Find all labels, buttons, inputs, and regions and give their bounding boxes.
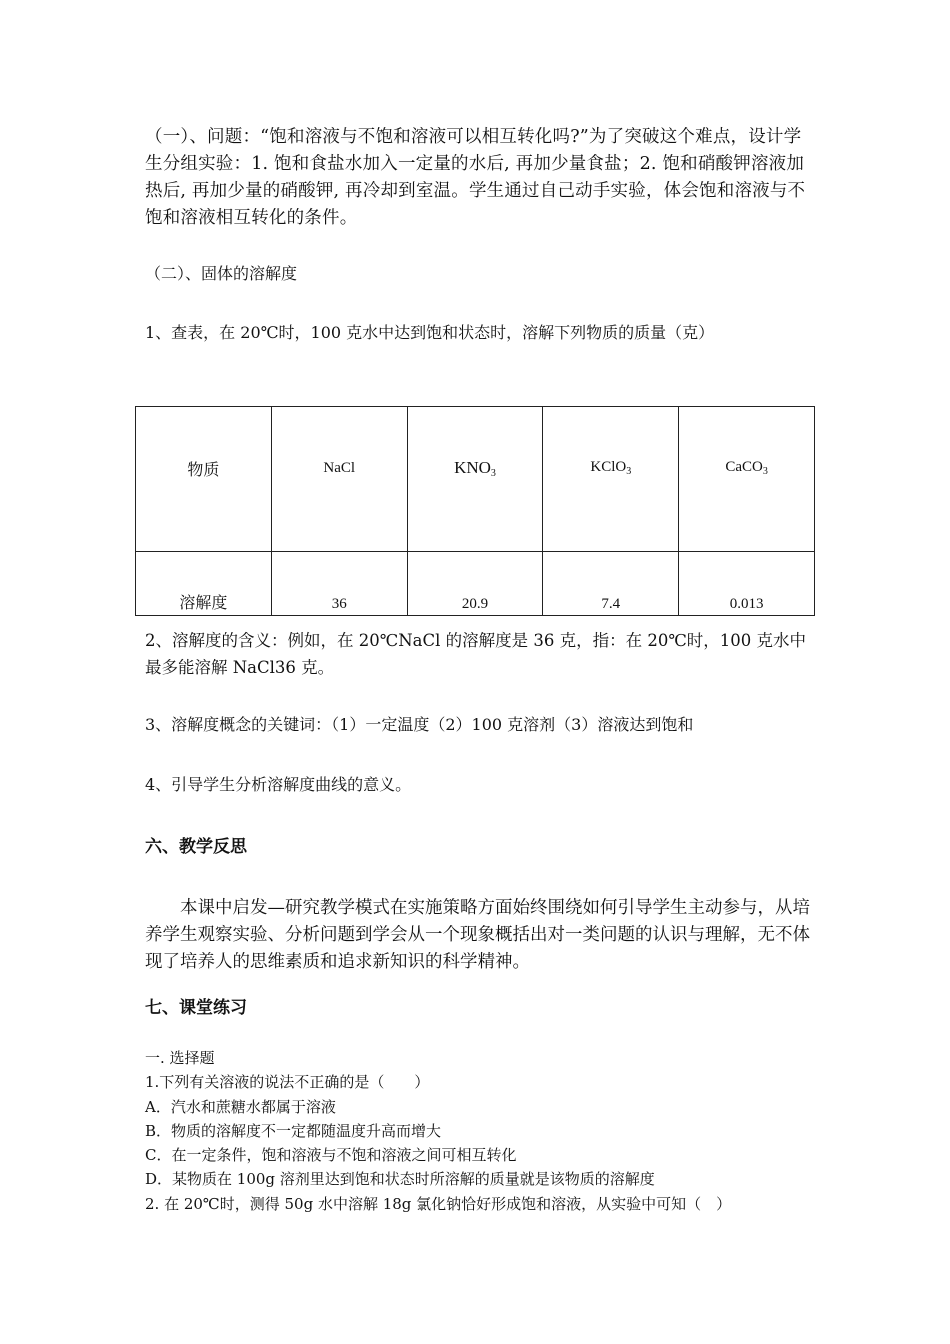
question-1: 1.下列有关溶液的说法不正确的是（ ）: [145, 1073, 430, 1092]
value-cell: 7.4: [543, 552, 679, 616]
section-solubility-heading: （二）、固体的溶解度: [145, 264, 298, 283]
item-2-text: 2、溶解度的含义：例如，在 20℃NaCl 的溶解度是 36 克，指：在 20℃时，100 克水中最多能溶解 NaCl36 克。: [145, 631, 807, 677]
exercise-section-title: 一. 选择题: [145, 1049, 215, 1067]
exercise-section: [145, 1046, 813, 1216]
item-1-text: 1、查表，在 20℃时，100 克水中达到饱和状态时，溶解下列物质的质量（克）: [145, 323, 715, 342]
question-1-option-c: C．在一定条件，饱和溶液与不饱和溶液之间可相互转化: [145, 1146, 517, 1165]
substance-cell: NaCl: [271, 407, 407, 552]
solubility-table: [135, 406, 815, 612]
substance-cell: $KNO_3$: [407, 407, 543, 552]
value-cell: 36: [271, 552, 407, 616]
item-4-text: 4、引导学生分析溶解度曲线的意义。: [145, 775, 412, 794]
substance-cell: KClO$_3$: [543, 407, 679, 552]
value-cell: 0.013: [679, 552, 815, 616]
heading-reflection: 六、教学反思: [145, 837, 247, 857]
question-2: 2. 在 20℃时，测得 50g 水中溶解 18g 氯化钠恰好形成饱和溶液，从实验中可知（ ）: [145, 1194, 732, 1213]
table-header-label: 物质: [136, 407, 272, 552]
question-1-option-d: D．某物质在 100g 溶剂里达到饱和状态时所溶解的质量就是该物质的溶解度: [145, 1170, 655, 1189]
paragraph-conversion: （一）、问题：“饱和溶液与不饱和溶液可以相互转化吗?”为了突破这个难点，设计学生分组实验：1. 饱和食盐水加入一定量的水后, 再加少量食盐；2. 饱和硝酸钾溶液加热后, 再加少量的硝酸钾, 再冷却到室温。学生通过自己动手实验，体会饱和溶液与不饱和溶液相互转化的条件。: [145, 127, 806, 228]
value-cell: 20.9: [407, 552, 543, 616]
table-value-label: 溶解度: [136, 552, 272, 616]
question-1-option-a: A．汽水和蔗糖水都属于溶液: [145, 1097, 336, 1116]
item-3-text: 3、溶解度概念的关键词：（1）一定温度（2）100 克溶剂（3）溶液达到饱和: [145, 715, 694, 734]
question-1-option-b: B．物质的溶解度不一定都随温度升高而增大: [145, 1121, 442, 1140]
table-header-row: [136, 407, 815, 552]
table-value-row: [136, 552, 815, 616]
substance-cell: CaCO$_3$: [679, 407, 815, 552]
paragraph-reflection: 本课中启发—研究教学模式在实施策略方面始终围绕如何引导学生主动参与，从培养学生观察实验、分析问题到学会从一个现象概括出对一类问题的认识与理解，无不体现了培养人的思维素质和追求新知识的科学精神。: [145, 898, 810, 972]
heading-exercise: 七、课堂练习: [145, 998, 247, 1018]
